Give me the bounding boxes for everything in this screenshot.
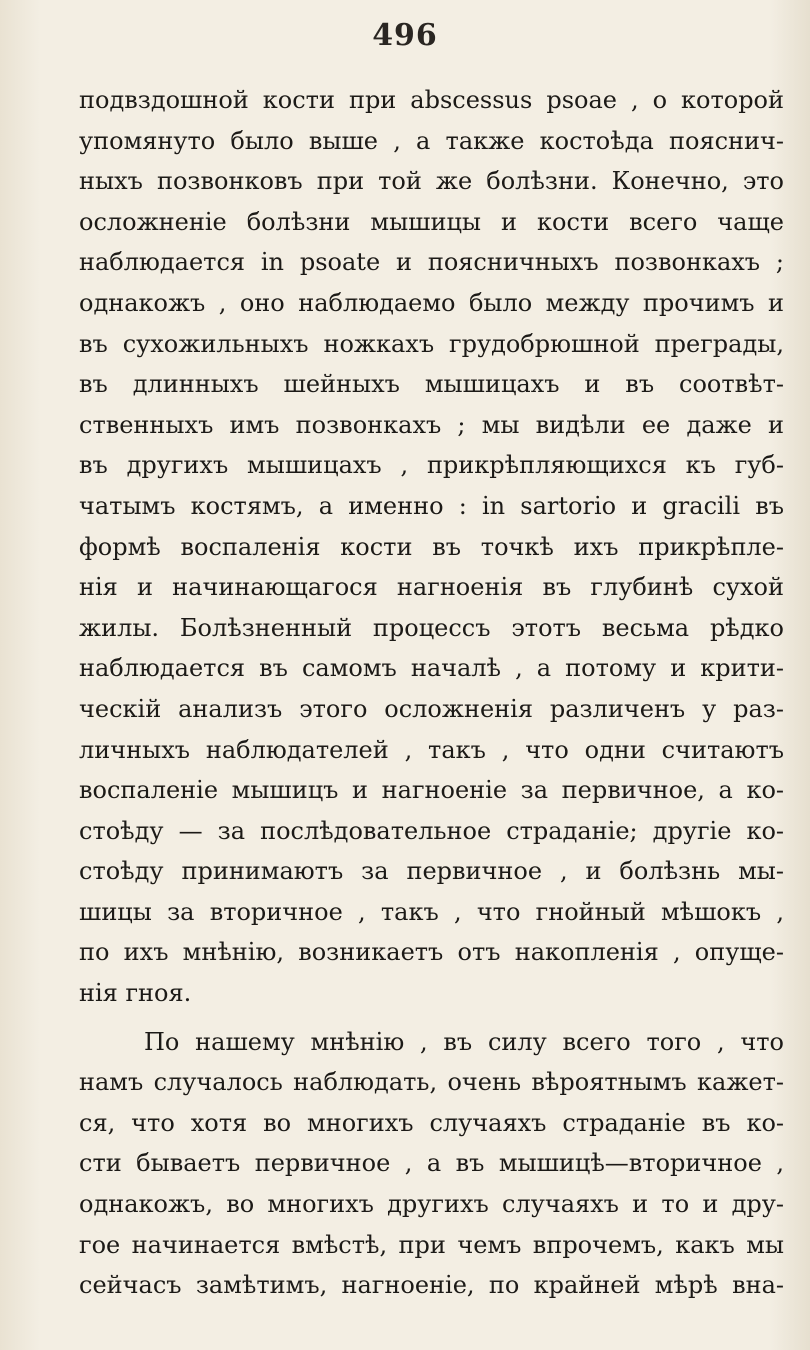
text-line: шицы за вторичное , такъ , что гнойный мѣшокъ , bbox=[79, 897, 784, 926]
text-line: По нашему мнѣнію , въ силу всего того , что bbox=[144, 1027, 784, 1056]
text-line: сейчасъ замѣтимъ, нагноеніе, по крайней мѣрѣ вна- bbox=[79, 1271, 784, 1300]
text-line: чатымъ костямъ, а именно : in sartorio и gracili въ bbox=[79, 491, 784, 520]
paragraph-2 bbox=[79, 1022, 784, 1306]
text-line: гое начинается вмѣстѣ, при чемъ впрочемъ, какъ мы bbox=[79, 1230, 784, 1259]
text-line: упомянуто было выше , а также костоѣда пояснич- bbox=[79, 126, 784, 155]
body-text bbox=[79, 80, 784, 1306]
text-line: сти бываетъ первичное , а въ мышицѣ—вторичное , bbox=[79, 1149, 784, 1178]
text-line: личныхъ наблюдателей , такъ , что одни считаютъ bbox=[79, 735, 784, 764]
text-line: ческій анализъ этого осложненія различенъ у раз- bbox=[79, 694, 784, 723]
text-line: формѣ воспаленія кости въ точкѣ ихъ прикрѣпле- bbox=[79, 532, 784, 561]
paragraph-1 bbox=[79, 80, 784, 1014]
text-line: нія гноя. bbox=[79, 979, 192, 1008]
text-line: намъ случалось наблюдать, очень вѣроятнымъ кажет- bbox=[79, 1068, 784, 1097]
text-line: воспаленіе мышицъ и нагноеніе за первичное, а ко- bbox=[79, 776, 784, 805]
text-line: ныхъ позвонковъ при той же болѣзни. Конечно, это bbox=[79, 167, 784, 196]
text-line: въ сухожильныхъ ножкахъ грудобрюшной преграды, bbox=[79, 329, 784, 358]
text-line: подвздошной кости при abscessus psoae , о которой bbox=[79, 86, 784, 114]
text-line: осложненіе болѣзни мышицы и кости всего чаще bbox=[79, 207, 784, 236]
text-line: въ другихъ мышицахъ , прикрѣпляющихся къ губ- bbox=[79, 451, 784, 480]
text-line: по ихъ мнѣнію, возникаетъ отъ накопленія , опуще- bbox=[79, 938, 784, 967]
text-line: нія и начинающагося нагноенія въ глубинѣ сухой bbox=[79, 573, 784, 602]
text-line: въ длинныхъ шейныхъ мышицахъ и въ соотвѣт- bbox=[79, 370, 784, 399]
text-line: стоѣду — за послѣдовательное страданіе; другіе ко- bbox=[79, 816, 784, 845]
text-line: жилы. Болѣзненный процессъ этотъ весьма рѣдко bbox=[79, 613, 784, 642]
text-line: стоѣду принимаютъ за первичное , и болѣзнь мы- bbox=[79, 857, 784, 886]
text-line: ственныхъ имъ позвонкахъ ; мы видѣли ее даже и bbox=[79, 410, 784, 439]
paragraph-spacer bbox=[79, 1014, 784, 1022]
text-line: наблюдается in psoate и поясничныхъ позвонкахъ ; bbox=[79, 248, 784, 277]
text-line: однакожъ, во многихъ другихъ случаяхъ и то и дру- bbox=[79, 1190, 784, 1219]
page-number: 496 bbox=[372, 18, 438, 53]
text-line: ся, что хотя во многихъ случаяхъ страданіе въ ко- bbox=[79, 1108, 784, 1137]
text-line: наблюдается въ самомъ началѣ , а потому и крити- bbox=[79, 654, 784, 683]
text-line: однакожъ , оно наблюдаемо было между прочимъ и bbox=[79, 288, 784, 317]
